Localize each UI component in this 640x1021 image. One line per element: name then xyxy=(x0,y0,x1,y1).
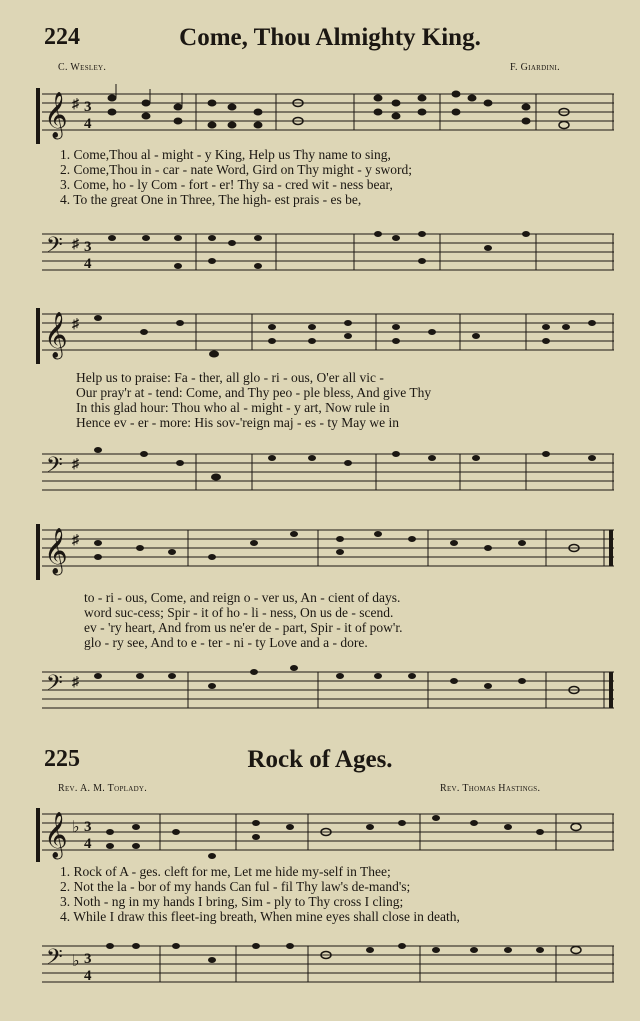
svg-text:4: 4 xyxy=(84,256,92,272)
lyrics-block xyxy=(84,590,614,660)
lyric-line: 4. While I draw this fleet-ing breath, When mine eyes shall close in death, xyxy=(60,909,460,924)
lyric-line: 3. Come, ho - ly Com - fort - er! Thy sa - cred wit - ness bear, xyxy=(60,177,393,192)
bass-staff xyxy=(36,660,614,720)
svg-text:𝄞: 𝄞 xyxy=(44,312,68,358)
svg-text:𝄢: 𝄢 xyxy=(46,671,63,701)
svg-text:3: 3 xyxy=(84,819,92,835)
svg-text:♯: ♯ xyxy=(72,317,79,332)
lyric-line: Help us to praise: Fa - ther, all glo - ri - ous, O'er all vic - xyxy=(76,370,384,385)
lyric-line: In this glad hour: Thou who al - might - y art, Now rule in xyxy=(76,400,390,415)
lyric-line: 3. Noth - ng in my hands I bring, Sim - ply to Thy cross I cling; xyxy=(60,894,404,909)
composer-credit: F. Giardini. xyxy=(510,62,560,73)
lyric-line: 2. Not the la - bor of my hands Can ful - fil Thy law's de-mand's; xyxy=(60,879,411,894)
svg-text:♯: ♯ xyxy=(72,533,79,548)
bass-staff xyxy=(36,442,614,502)
svg-text:𝄞: 𝄞 xyxy=(44,92,68,138)
svg-text:3: 3 xyxy=(84,99,92,115)
svg-text:♯: ♯ xyxy=(72,457,79,472)
svg-text:𝄞: 𝄞 xyxy=(44,528,68,574)
composer-credit: Rev. Thomas Hastings. xyxy=(440,783,541,794)
svg-text:4: 4 xyxy=(84,836,92,852)
svg-text:3: 3 xyxy=(84,951,92,967)
lyrics-block xyxy=(60,864,620,934)
lyric-line: to - ri - ous, Come, and reign o - ver us, An - cient of days. xyxy=(84,590,401,605)
hymn-title: Rock of Ages. xyxy=(247,746,393,773)
lyric-line: word suc-cess; Spir - it of ho - li - ness, On us de - scend. xyxy=(84,605,394,620)
svg-text:♭: ♭ xyxy=(72,819,80,836)
svg-text:𝄢: 𝄢 xyxy=(46,233,63,263)
lyric-line: 1. Come,Thou al - might - y King, Help us Thy name to sing, xyxy=(60,147,391,162)
treble-staff xyxy=(36,520,614,580)
lyric-line: glo - ry see, And to e - ter - ni - ty Love and a - dore. xyxy=(84,635,368,650)
hymn-number: 225 xyxy=(44,746,80,772)
lyric-line: Our pray'r at - tend: Come, and Thy peo - ple bless, And give Thy xyxy=(76,385,432,400)
treble-staff xyxy=(36,304,614,364)
hymn-title: Come, Thou Almighty King. xyxy=(179,24,481,51)
svg-text:4: 4 xyxy=(84,968,92,984)
lyric-line: ev - 'ry heart, And from us ne'er de - part, Spir - it of pow'r. xyxy=(84,620,403,635)
bass-staff xyxy=(36,222,614,282)
lyricist-credit: C. Wesley. xyxy=(58,62,107,73)
bass-staff xyxy=(36,934,614,994)
svg-text:4: 4 xyxy=(84,116,92,132)
svg-text:𝄢: 𝄢 xyxy=(46,453,63,483)
lyric-line: 4. To the great One in Three, The high- est prais - es be, xyxy=(60,192,362,207)
svg-text:𝄞: 𝄞 xyxy=(44,812,68,858)
lyric-line: 1. Rock of A - ges. cleft for me, Let me hide my-self in Thee; xyxy=(60,864,391,879)
treble-staff xyxy=(36,802,614,862)
svg-text:𝄢: 𝄢 xyxy=(46,945,63,975)
svg-text:♯: ♯ xyxy=(72,675,79,690)
svg-text:♯: ♯ xyxy=(72,97,79,112)
svg-text:3: 3 xyxy=(84,239,92,255)
lyrics-block xyxy=(76,370,616,440)
svg-text:♭: ♭ xyxy=(72,953,80,970)
lyricist-credit: Rev. A. M. Toplady. xyxy=(58,783,148,794)
svg-text:♯: ♯ xyxy=(72,237,79,252)
treble-staff xyxy=(36,84,614,144)
lyrics-block xyxy=(60,147,620,217)
lyric-line: Hence ev - er - more: His sov-'reign maj - es - ty May we in xyxy=(76,415,399,430)
lyric-line: 2. Come,Thou in - car - nate Word, Gird on Thy might - y sword; xyxy=(60,162,412,177)
hymn-number: 224 xyxy=(44,24,80,50)
